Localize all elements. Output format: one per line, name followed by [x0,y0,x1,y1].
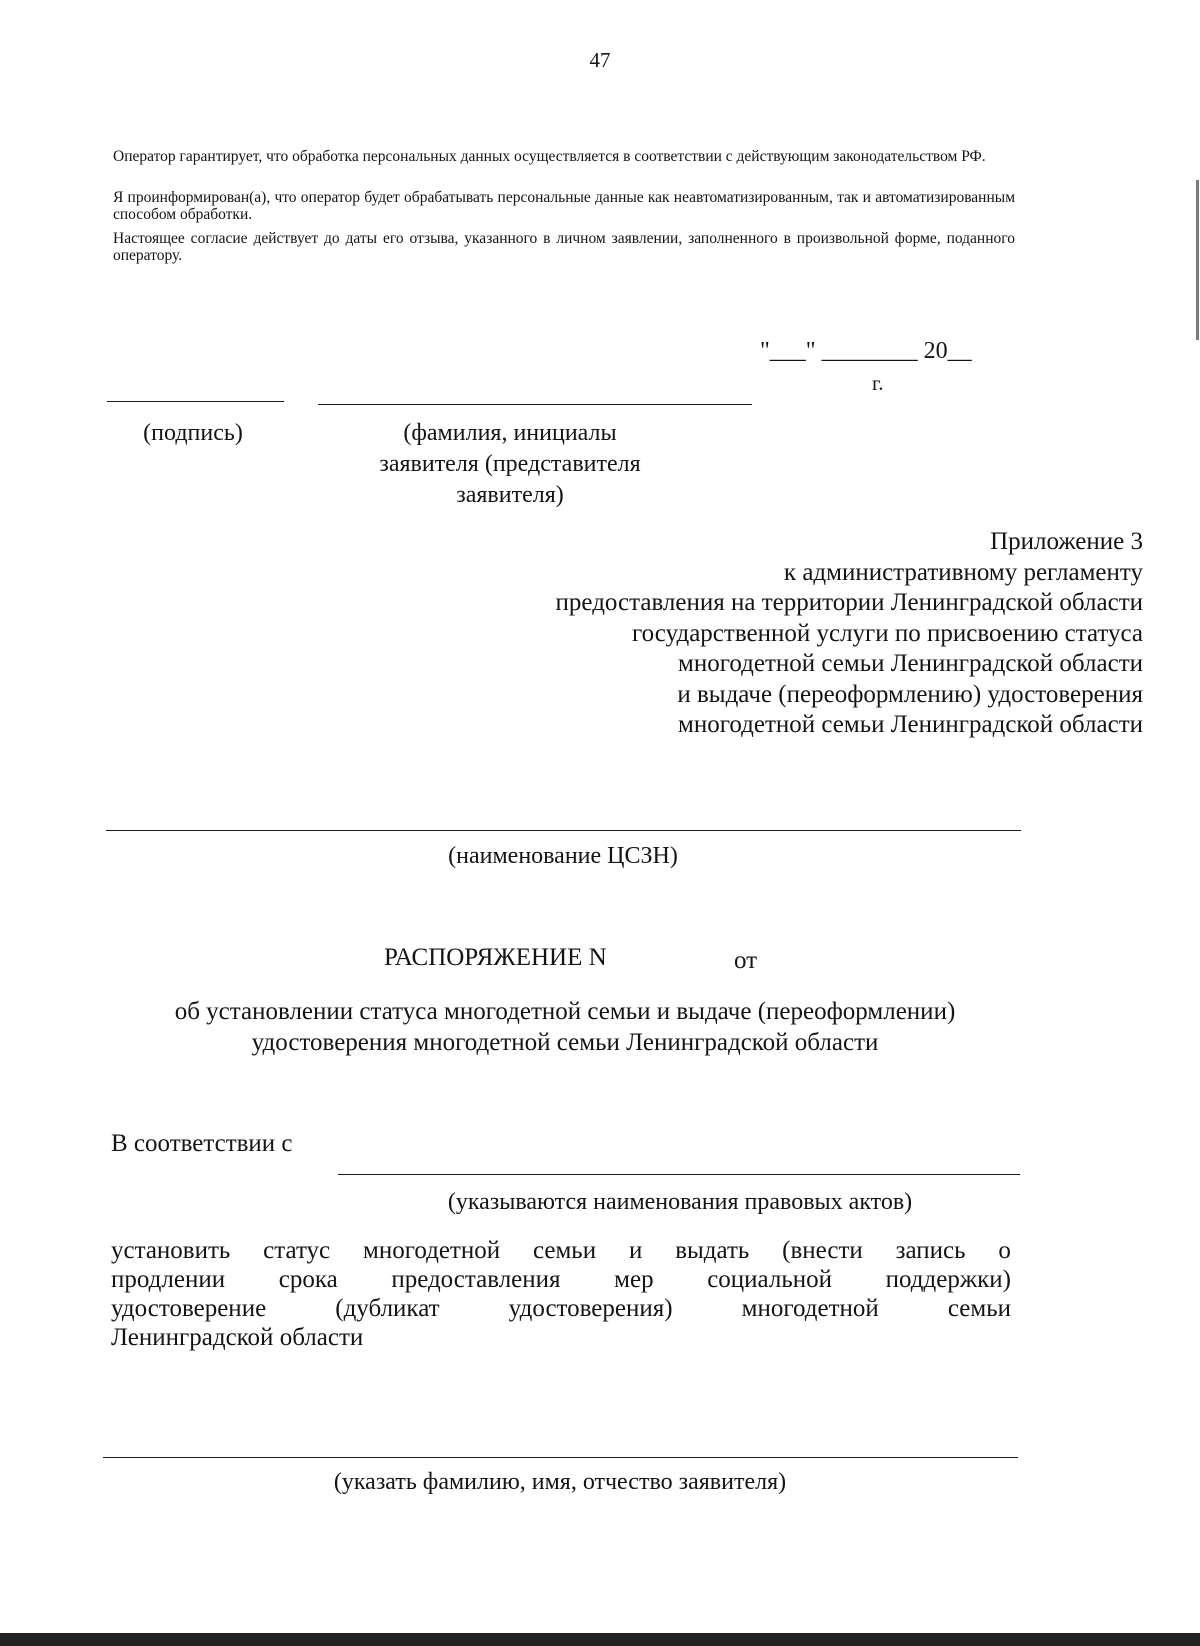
appendix-block [443,527,1143,741]
name-label [320,418,700,511]
word: семьи [532,1237,597,1264]
order-title: РАСПОРЯЖЕНИЕ N [384,944,607,971]
resolution-paragraph [111,1236,1011,1352]
word: удостоверения) [508,1295,673,1322]
page-number: 47 [589,48,611,72]
name-label-line: заявителя) [456,482,564,508]
word: и [628,1237,643,1264]
name-label-line: заявителя (представителя [379,451,641,477]
word: мер [614,1266,654,1293]
word: срока [278,1266,338,1293]
resolution-line-3 [111,1294,1011,1323]
appendix-line: государственной услуги по присвоению статуса [632,619,1143,647]
word: (дубликат [335,1295,440,1322]
resolution-line-1 [111,1236,1011,1265]
legal-acts-line [338,1174,1020,1175]
accordance-prefix: В соответствии с [111,1130,293,1157]
appendix-line: и выдаче (переоформлению) удостоверения [677,680,1143,708]
word: многодетной [741,1295,879,1322]
consent-paragraph-3: Настоящее согласие действует до даты его отзыва, указанного в личном заявлении, заполненного в произвольной форме, поданного оператору. [113,230,1015,264]
scan-bottom-edge [0,1633,1200,1646]
word: установить [111,1237,231,1264]
word: запись [895,1237,966,1264]
word: поддержки) [885,1266,1011,1293]
word: о [998,1237,1011,1264]
legal-acts-hint: (указываются наименования правовых актов) [447,1189,913,1215]
word: (внести [782,1237,863,1264]
word: продлении [111,1266,226,1293]
signature-label: (подпись) [143,420,243,446]
applicant-line [103,1457,1018,1458]
authority-label: (наименование ЦСЗН) [448,843,678,869]
appendix-line: к административному регламенту [783,558,1143,586]
signature-line [107,401,284,402]
appendix-line: многодетной семьи Ленинградской области [678,650,1143,677]
name-line [318,404,752,405]
word: семьи [947,1295,1011,1322]
appendix-line: Приложение 3 [990,528,1143,555]
word: социальной [707,1266,833,1293]
word: предоставления [391,1266,561,1293]
authority-line [106,830,1021,831]
word: удостоверение [111,1295,267,1322]
word: выдать [675,1237,750,1264]
order-from: от [734,947,758,974]
consent-paragraph-1: Оператор гарантирует, что обработка персональных данных осуществляется в соответствии с действующим законодательством РФ. [113,148,986,165]
order-subject [60,996,1070,1058]
word: многодетной [363,1237,501,1264]
appendix-line: предоставления на территории Ленинградской области [555,589,1143,616]
name-label-line: (фамилия, инициалы [403,420,617,446]
applicant-label: (указать фамилию, имя, отчество заявителя) [333,1469,787,1495]
resolution-line-2 [111,1265,1011,1294]
order-subject-line: удостоверения многодетной семьи Ленинградской области [251,1029,879,1056]
resolution-line-4: Ленинградской области [111,1324,364,1351]
year-suffix: г. [872,371,884,395]
scan-right-edge [1196,180,1199,340]
date-field: "___" ________ 20__ [760,338,972,364]
consent-paragraph-2: Я проинформирован(а), что оператор будет обрабатывать персональные данные как неавтоматизированным, так и автоматизированным способом обработки. [113,189,1015,223]
appendix-line: многодетной семьи Ленинградской области [678,711,1143,738]
order-subject-line: об установлении статуса многодетной семьи и выдаче (переоформлении) [174,998,956,1025]
word: статус [263,1237,331,1264]
